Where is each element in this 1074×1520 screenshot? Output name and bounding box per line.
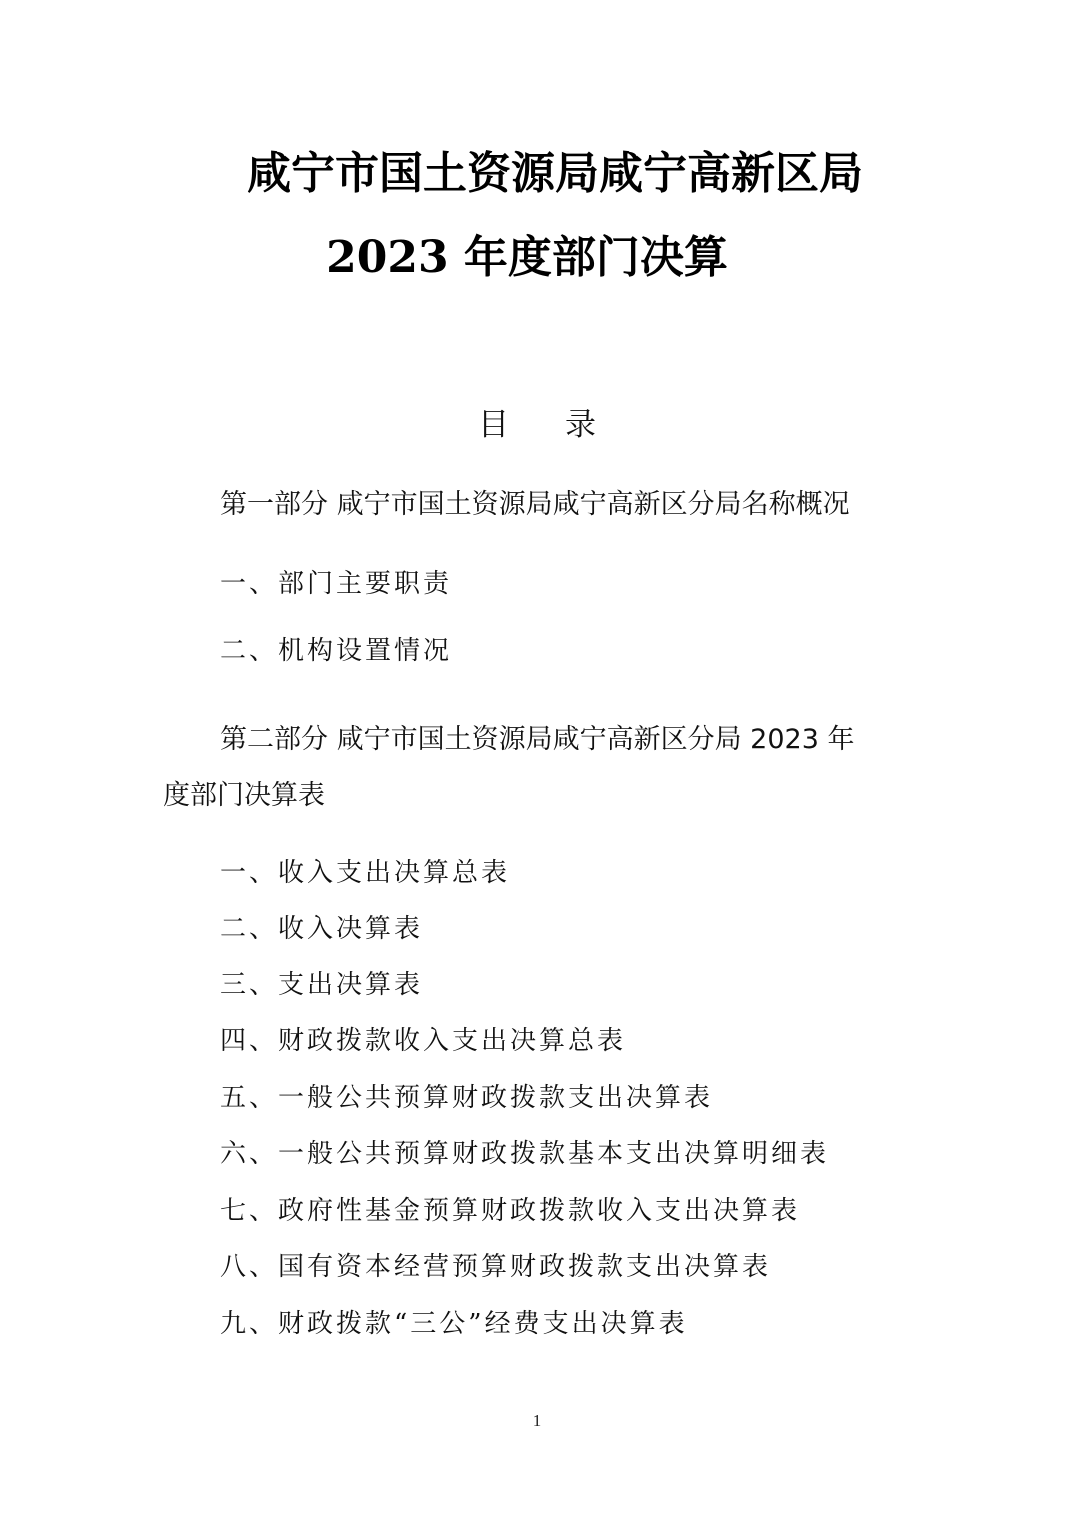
toc-item: 一、部门主要职责 <box>220 569 453 599</box>
toc-item: 二、机构设置情况 <box>220 636 453 666</box>
toc-item: 五、一般公共预算财政拨款支出决算表 <box>220 1083 714 1113</box>
toc-item: 四、财政拨款收入支出决算总表 <box>220 1026 627 1056</box>
toc-heading: 目录 <box>478 407 652 443</box>
part2-heading-line1: 第二部分 咸宁市国土资源局咸宁高新区分局 2023 年 <box>220 724 855 755</box>
page-number: 1 <box>532 1411 542 1430</box>
toc-item: 一、收入支出决算总表 <box>220 858 511 888</box>
document-title-line2: 2023 年度部门决算 <box>326 232 728 283</box>
toc-item: 八、国有资本经营预算财政拨款支出决算表 <box>220 1252 772 1282</box>
toc-item: 二、收入决算表 <box>220 914 424 944</box>
document-title-line1: 咸宁市国土资源局咸宁高新区局 <box>247 148 863 199</box>
toc-item: 七、政府性基金预算财政拨款收入支出决算表 <box>220 1196 801 1226</box>
toc-item: 三、支出决算表 <box>220 970 424 1000</box>
part1-heading: 第一部分 咸宁市国土资源局咸宁高新区分局名称概况 <box>220 489 850 520</box>
part2-heading-line2: 度部门决算表 <box>163 780 325 811</box>
toc-item: 九、财政拨款“三公”经费支出决算表 <box>220 1309 688 1339</box>
toc-item: 六、一般公共预算财政拨款基本支出决算明细表 <box>220 1139 830 1169</box>
